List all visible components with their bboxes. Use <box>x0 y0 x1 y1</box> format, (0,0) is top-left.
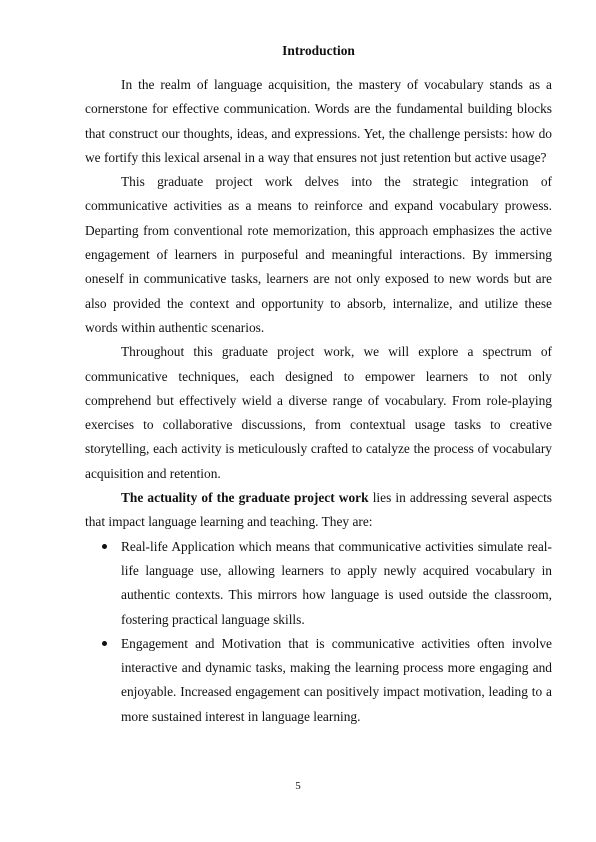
list-item <box>85 535 552 632</box>
paragraph-2: This graduate project work delves into the strategic integration of communicative activities as a means to reinforce and expand vocabulary prowess. Departing from conventional rote memorization, this approach emphasizes the active engagement of learners in purposeful and meaningful interactions. By immersing oneself in communicative tasks, learners are not only exposed to new words but are also provided the context and opportunity to absorb, internalize, and utilize these words within authentic scenarios. <box>85 174 552 335</box>
paragraph-3: Throughout this graduate project work, we will explore a spectrum of communicative techniques, each designed to empower learners to not only comprehend but effectively wield a diverse range of vocabulary. From role-playing exercises to collaborative discussions, from contextual usage tasks to creative storytelling, each activity is meticulously crafted to catalyze the process of vocabulary acquisition and retention. <box>85 344 552 481</box>
actuality-paragraph <box>85 486 552 535</box>
bullet-icon <box>102 544 107 549</box>
bullet-list <box>85 535 552 729</box>
paragraph-1: In the realm of language acquisition, the mastery of vocabulary stands as a cornerstone for effective communication. Words are the fundamental building blocks that construct our thoughts, ideas, and expressions. Yet, the challenge persists: how do we fortify this lexical arsenal in a way that ensures not just retention but active usage? <box>85 77 552 165</box>
actuality-bold-lead: The actuality of the graduate project work <box>121 490 369 506</box>
document-page <box>85 39 552 729</box>
page-number: 5 <box>295 780 301 792</box>
bullet-icon <box>102 641 107 646</box>
bullet-text: Real-life Application which means that communicative activities simulate real-life language use, allowing learners to apply newly acquired vocabulary in authentic contexts. This mirrors how language is used outside the classroom, fostering practical language skills. <box>121 538 552 627</box>
bullet-text: Engagement and Motivation that is communicative activities often involve interactive and dynamic tasks, making the learning process more engaging and enjoyable. Increased engagement can positively impact motivation, leading to a more sustained interest in language learning. <box>121 635 552 724</box>
list-item <box>85 632 552 729</box>
section-title: Introduction <box>282 43 355 58</box>
actuality-rest: lies in addressing several aspects that impact language learning and teaching. They are: <box>85 490 553 530</box>
